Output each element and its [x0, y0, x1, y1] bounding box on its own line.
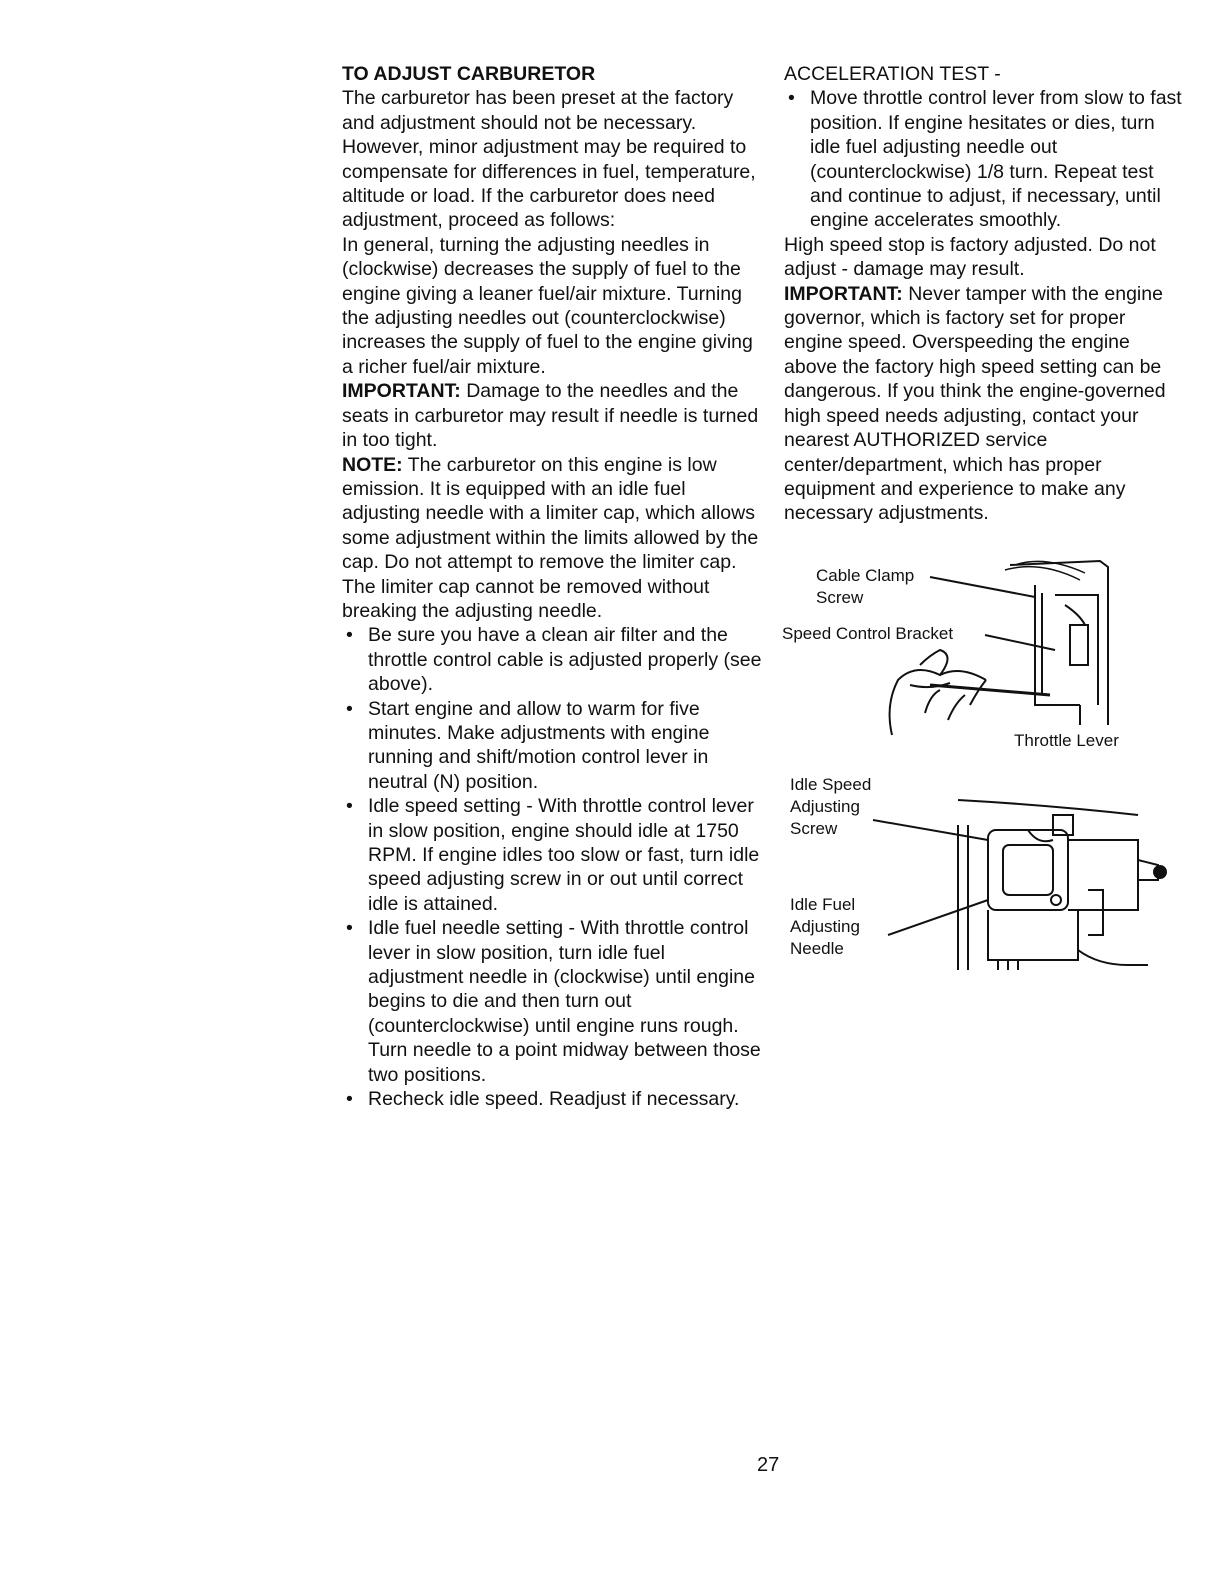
- list-item: • Be sure you have a clean air filter and the throttle control cable is adjusted properly (see above).: [342, 623, 762, 696]
- page-number: 27: [757, 1454, 780, 1476]
- important-label: IMPORTANT:: [784, 282, 903, 305]
- left-column: [342, 62, 762, 1111]
- important-text: Never tamper with the engine governor, which is factory set for proper engine speed. Overspeeding the engine above the factory high speed setting can be dangerous. If you think the engine-governed high speed needs adjusting, contact your nearest AUTHORIZED service center/department, which has proper equipment and experience to make any necessary adjustments.: [784, 282, 1166, 525]
- list-item: • Recheck idle speed. Readjust if necessary.: [342, 1087, 762, 1111]
- idle-speed-screw-label: Idle Speed Adjusting Screw: [790, 775, 872, 838]
- list-item: • Idle speed setting - With throttle control lever in slow position, engine should idle at 1750 RPM. If engine idles too slow or fast, turn idle speed adjusting screw in or out until correct idle is attained.: [342, 794, 762, 916]
- acceleration-list: [784, 86, 1184, 232]
- list-item: • Move throttle control lever from slow to fast position. If engine hesitates or dies, turn idle fuel adjusting needle out (counterclockwise) 1/8 turn. Repeat test and continue to adjust, if necessary, until engine accelerates smoothly.: [784, 86, 1184, 232]
- list-item: • Idle fuel needle setting - With throttle control lever in slow position, turn idle fuel adjustment needle in (clockwise) until engine begins to die and then turn out (counterclockwise) until engine runs rough. Turn needle to a point midway between those two positions.: [342, 916, 762, 1087]
- carburetor-important: [342, 379, 762, 452]
- cable-clamp-label: Cable Clamp Screw: [816, 566, 915, 607]
- carburetor-note: [342, 453, 762, 624]
- note-text: The carburetor on this engine is low emission. It is equipped with an idle fuel adjusting needle with a limiter cap, which allows some adjustment within the limits allowed by the cap. Do not attempt to remove the limiter cap. The limiter cap cannot be removed without breaking the adjusting needle.: [342, 453, 759, 622]
- carburetor-general: In general, turning the adjusting needles in (clockwise) decreases the supply of fuel to the engine giving a leaner fuel/air mixture. Turning the adjusting needles out (counterclockwise) increases the supply of fuel to the engine giving a richer fuel/air mixture.: [342, 233, 753, 378]
- acceleration-heading: ACCELERATION TEST -: [784, 63, 1001, 85]
- carburetor-heading: TO ADJUST CARBURETOR: [342, 63, 596, 85]
- idle-fuel-needle-label: Idle Fuel Adjusting Needle: [790, 895, 860, 958]
- note-label: NOTE:: [342, 453, 403, 476]
- carburetor-intro: The carburetor has been preset at the factory and adjustment should not be necessary. However, minor adjustment may be required to compensate for differences in fuel, temperature, altitude or load. If the carburetor does need adjustment, proceed as follows:: [342, 87, 756, 232]
- speed-control-bracket-label: Speed Control Bracket: [782, 624, 954, 643]
- important-label: IMPORTANT:: [342, 380, 461, 403]
- list-item: • Start engine and allow to warm for five minutes. Make adjustments with engine running and shift/motion control lever in neutral (N) position.: [342, 697, 762, 795]
- throttle-lever-label: Throttle Lever: [1014, 731, 1119, 750]
- high-speed-text: High speed stop is factory adjusted. Do not adjust - damage may result.: [784, 233, 1156, 281]
- throttle-bracket-figure: [780, 555, 1150, 755]
- right-column: [784, 62, 1184, 526]
- carburetor-steps-list: [342, 623, 762, 1111]
- carburetor-figure: [788, 770, 1168, 980]
- important-text: Damage to the needles and the seats in carburetor may result if needle is turned in too tight.: [342, 380, 759, 452]
- governor-important: [784, 282, 1184, 526]
